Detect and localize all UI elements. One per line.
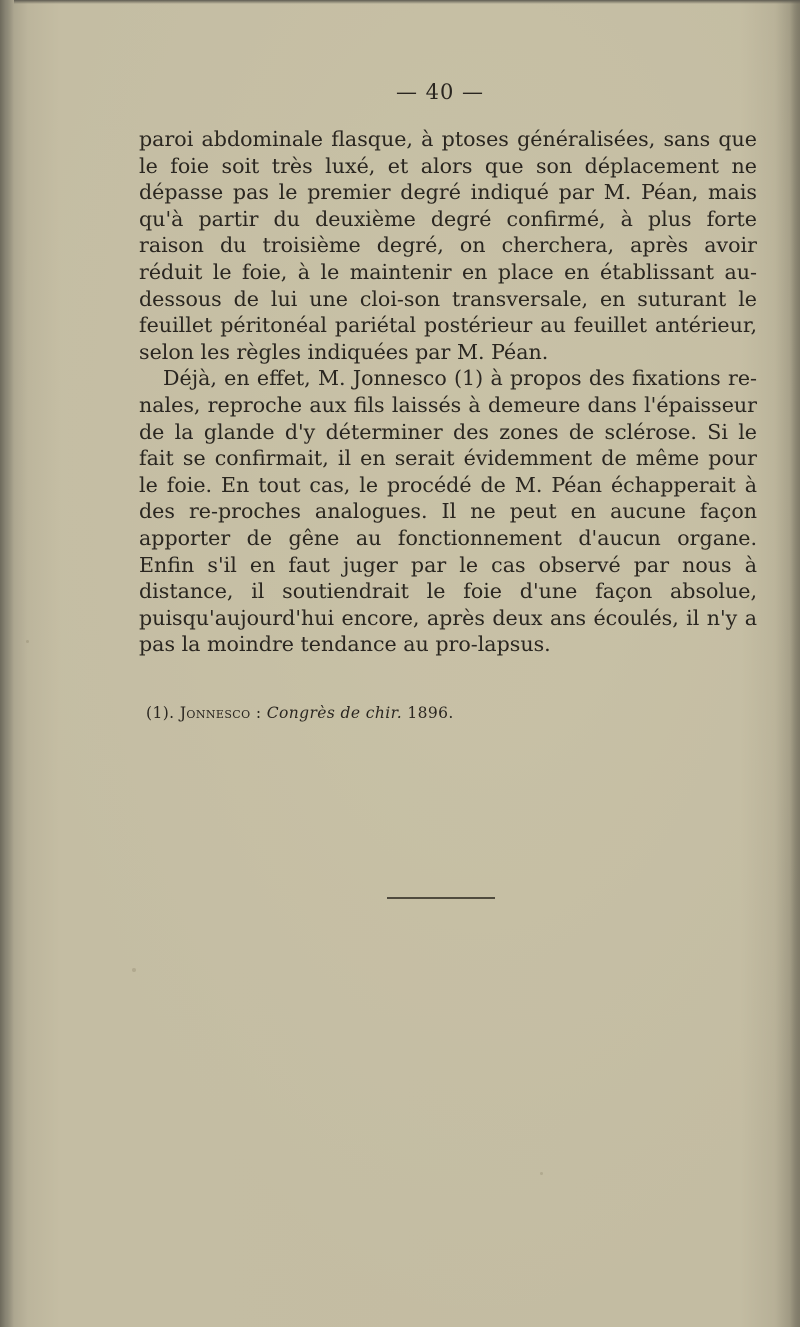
footnote-year: 1896. bbox=[407, 704, 454, 722]
paper-spot bbox=[540, 1172, 543, 1175]
paper-spot bbox=[26, 640, 29, 643]
page-number: — 40 — bbox=[395, 80, 485, 104]
footnote-work: Congrès de chir. bbox=[266, 704, 403, 722]
binding-edge bbox=[0, 0, 14, 1327]
footnote-author: Jonnesco bbox=[179, 704, 251, 722]
section-end-rule bbox=[387, 897, 495, 899]
top-edge-shadow bbox=[14, 0, 800, 4]
paragraph-1: paroi abdominale flasque, à ptoses généralisées, sans que le foie soit très luxé, et alors que son déplacement ne dépasse pas le premier degré indiqué par M. Péan, mais qu'à partir du deuxième degré confirmé, à plus forte raison du troisième degré, on cherchera, après avoir réduit le foie, à le maintenir en place en établissant au-dessous de lui une cloi-son transversale, en suturant le feuillet péritonéal pariétal postérieur au feuillet antérieur, selon les règles indiquées par M. Péan. bbox=[139, 127, 757, 364]
footnote-marker: (1). bbox=[146, 704, 175, 722]
footnote bbox=[146, 704, 454, 722]
page-edge bbox=[790, 0, 800, 1327]
footnote-separator: : bbox=[255, 704, 262, 722]
paragraph-2: Déjà, en effet, M. Jonnesco (1) à propos des fixations re-nales, reproche aux fils laissés à demeure dans l'épaisseur de la glande d'y déterminer des zones de sclérose. Si le fait se confirmait, il en serait évidemment de même pour le foie. En tout cas, le procédé de M. Péan échapperait à des re-proches analogues. Il ne peut en aucune façon apporter de gêne au fonctionnement d'aucun organe. Enfin s'il en faut juger par le cas observé par nous à distance, il soutiendrait le foie d'une façon absolue, puisqu'aujourd'hui encore, après deux ans écoulés, il n'y a pas la moindre tendance au pro-lapsus. bbox=[139, 366, 757, 657]
body-text bbox=[139, 126, 757, 658]
paper-spot bbox=[132, 968, 136, 972]
